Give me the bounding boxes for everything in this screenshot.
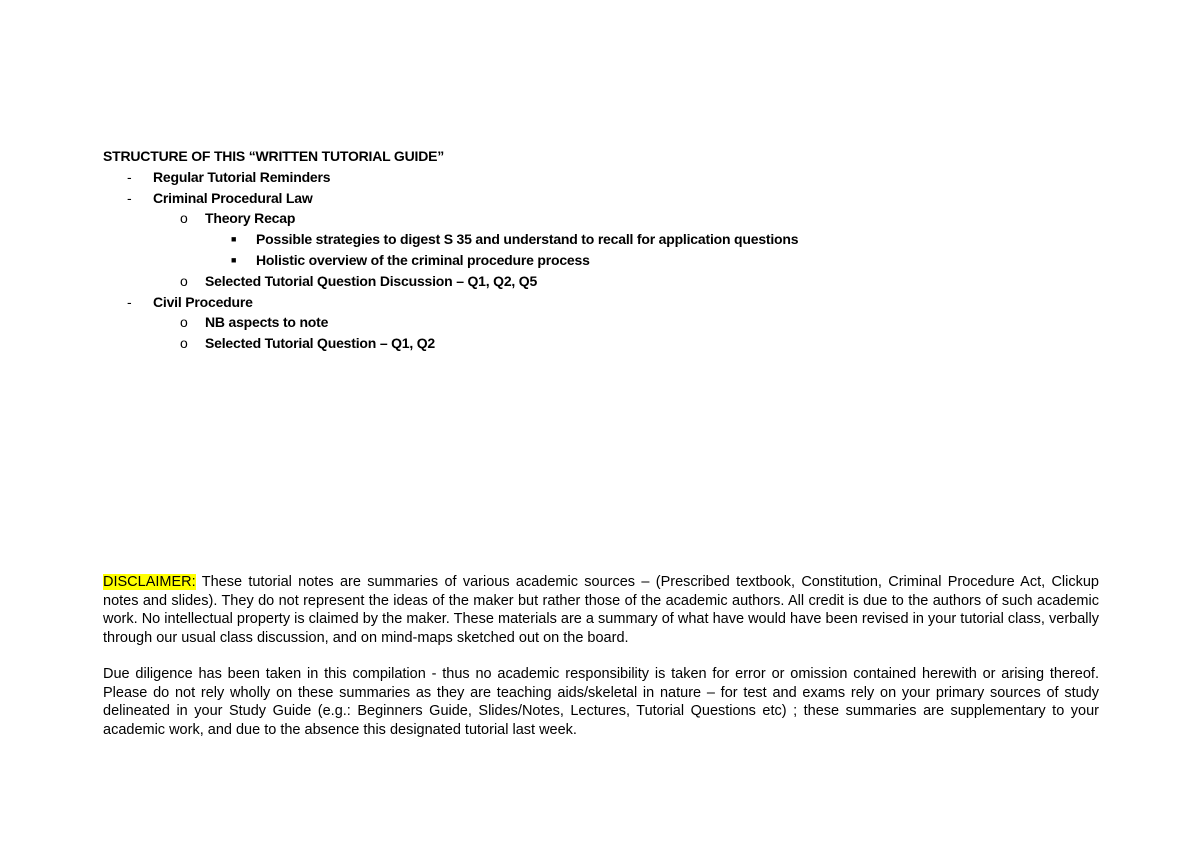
disclaimer-paragraph bbox=[103, 573, 1099, 647]
square-bullet: ■ bbox=[231, 234, 237, 245]
outline-subitem-text: NB aspects to note bbox=[205, 314, 329, 331]
outline-subitem-text: Selected Tutorial Question – Q1, Q2 bbox=[205, 335, 436, 352]
outline-item-text: Regular Tutorial Reminders bbox=[153, 168, 331, 185]
dash-bullet: - bbox=[127, 168, 132, 185]
disclaimer-label: DISCLAIMER: bbox=[103, 574, 196, 590]
dash-bullet: - bbox=[127, 189, 132, 206]
outline-item-text: Civil Procedure bbox=[153, 293, 253, 310]
outline-subsubitem-text: Holistic overview of the criminal procedure process bbox=[256, 251, 590, 268]
outline-subsubitem-text: Possible strategies to digest S 35 and understand to recall for application questions bbox=[256, 231, 799, 248]
outline-subitem-text: Selected Tutorial Question Discussion – Q1, Q2, Q5 bbox=[205, 272, 538, 289]
outline-heading: STRUCTURE OF THIS “WRITTEN TUTORIAL GUIDE” bbox=[103, 148, 445, 164]
due-diligence-paragraph: Due diligence has been taken in this compilation - thus no academic responsibility is taken for error or omission contained herewith or arising thereof. Please do not rely wholly on these summaries as they are teaching aids/skeletal in nature – for test and exams rely on your primary sources of study delineated in your Study Guide (e.g.: Beginners Guide, Slides/Notes, Lectures, Tutorial Questions etc) ; these summaries are supplementary to your academic work, and due to the absence this designated tutorial last week. bbox=[103, 666, 1099, 738]
disclaimer-text: These tutorial notes are summaries of various academic sources – (Prescribed textbook, Constitution, Criminal Procedure Act, Clickup notes and slides). They do not represent the ideas of the maker but rather those of the academic authors. All credit is due to the authors of such academic work. No intellectual property is claimed by the maker. These materials are a summary of what have would have been revised in your tutorial class, verbally through our usual class discussion, and on mind-maps sketched out on the board. bbox=[103, 574, 1099, 646]
circle-bullet: o bbox=[180, 335, 188, 352]
outline-item-text: Criminal Procedural Law bbox=[153, 189, 313, 206]
circle-bullet: o bbox=[180, 210, 188, 227]
square-bullet: ■ bbox=[231, 254, 237, 265]
circle-bullet: o bbox=[180, 314, 188, 331]
dash-bullet: - bbox=[127, 293, 132, 310]
circle-bullet: o bbox=[180, 272, 188, 289]
outline-subitem-text: Theory Recap bbox=[205, 210, 296, 227]
